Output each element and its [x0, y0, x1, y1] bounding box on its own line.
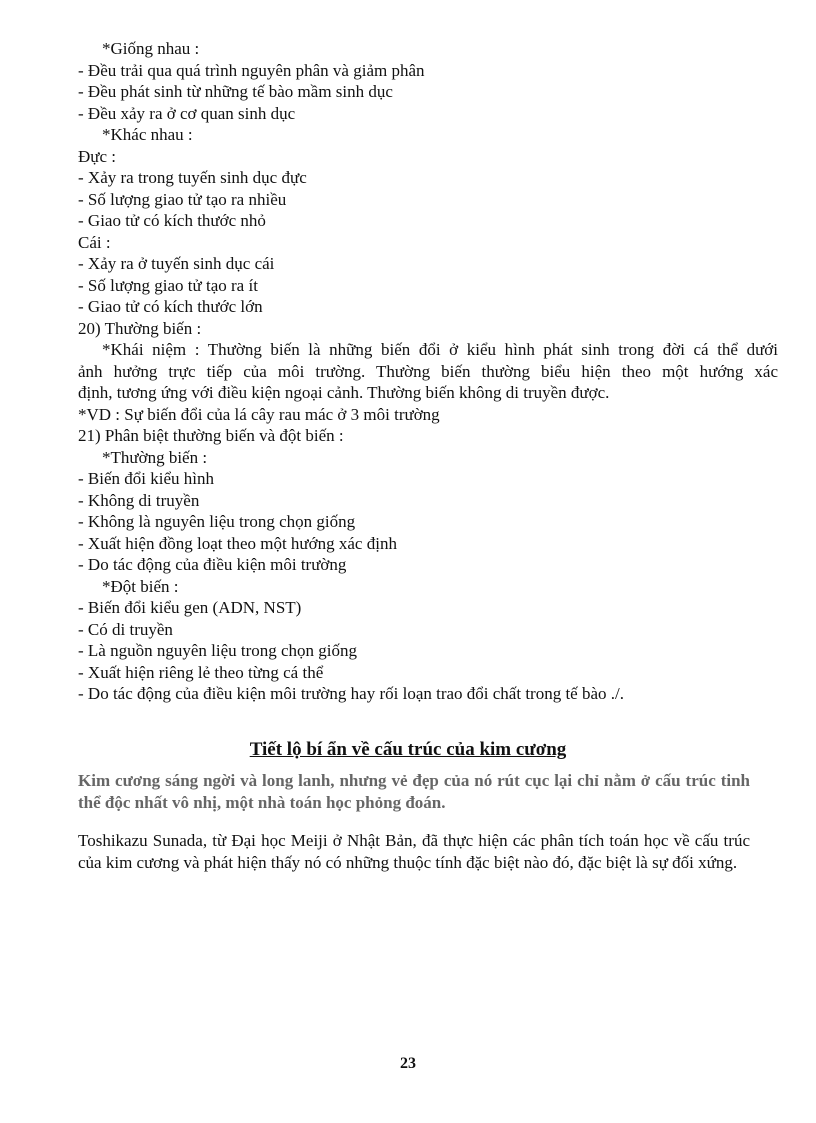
- definition-line: *Khái niệm : Thường biến là những biến đổi ở kiểu hình phát sinh trong đời cá thể dưới: [102, 340, 778, 359]
- notes-section: [78, 38, 778, 705]
- list-item: - Xuất hiện riêng lẻ theo từng cá thể: [78, 662, 324, 682]
- list-item: - Giao tử có kích thước lớn: [78, 297, 263, 316]
- list-item: - Không là nguyên liệu trong chọn giống: [78, 512, 356, 531]
- page-number: 23: [400, 1055, 416, 1072]
- example-line: *VD : Sự biến đổi của lá cây rau mác ở 3 môi trường: [78, 404, 440, 424]
- definition-line: định, tương ứng với điều kiện ngoại cảnh. Thường biến không di truyền được.: [78, 383, 610, 402]
- list-item: - Có di truyền: [78, 619, 173, 639]
- list-item: - Xuất hiện đồng loạt theo một hướng xác định: [78, 533, 397, 553]
- list-item: - Xảy ra ở tuyến sinh dục cái: [78, 254, 275, 273]
- list-item: - Xảy ra trong tuyến sinh dục đực: [78, 168, 307, 187]
- subheading-female: Cái :: [78, 232, 111, 252]
- list-item: - Là nguồn nguyên liệu trong chọn giống: [78, 641, 358, 660]
- list-item: - Biến đổi kiểu gen (ADN, NST): [78, 598, 302, 617]
- list-item: - Đều phát sinh từ những tế bào mầm sinh dục: [78, 82, 393, 101]
- list-item: - Biến đổi kiểu hình: [78, 469, 214, 488]
- section-heading-20: 20) Thường biến :: [78, 318, 202, 338]
- article-body: Toshikazu Sunada, từ Đại học Meiji ở Nhật Bản, đã thực hiện các phân tích toán học về cấu trúc của kim cương và phát hiện thấy nó có những thuộc tính đặc biệt nào đó, đặc biệt là sự đối xứng.: [78, 831, 750, 872]
- section-heading-21: 21) Phân biệt thường biến và đột biến :: [78, 426, 344, 445]
- list-item: - Đều xảy ra ở cơ quan sinh dục: [78, 103, 296, 123]
- list-item: - Không di truyền: [78, 490, 200, 510]
- list-item: - Do tác động của điều kiện môi trường hay rối loạn trao đổi chất trong tế bào ./.: [78, 684, 625, 703]
- list-item: - Số lượng giao tử tạo ra ít: [78, 275, 258, 295]
- heading-similarities: *Giống nhau :: [102, 39, 200, 58]
- article-lead: Kim cương sáng ngời và long lanh, nhưng vẻ đẹp của nó rút cục lại chỉ nằm ở cấu trúc tinh thể độc nhất vô nhị, một nhà toán học phỏng đoán.: [78, 771, 750, 812]
- definition-line: ảnh hưởng trực tiếp của môi trường. Thường biến thường biểu hiện theo một hướng xác: [78, 361, 778, 381]
- list-item: - Đều trải qua quá trình nguyên phân và giảm phân: [78, 60, 425, 80]
- heading-differences: *Khác nhau :: [102, 125, 193, 144]
- article-title: Tiết lộ bí ẩn về cấu trúc của kim cương: [249, 739, 567, 760]
- list-item: - Giao tử có kích thước nhỏ: [78, 211, 266, 230]
- list-item: - Do tác động của điều kiện môi trường: [78, 555, 347, 574]
- subheading-male: Đực :: [78, 146, 117, 166]
- list-item: - Số lượng giao tử tạo ra nhiều: [78, 189, 287, 209]
- heading-modification: *Thường biến :: [102, 447, 208, 467]
- heading-mutation: *Đột biến :: [102, 576, 179, 596]
